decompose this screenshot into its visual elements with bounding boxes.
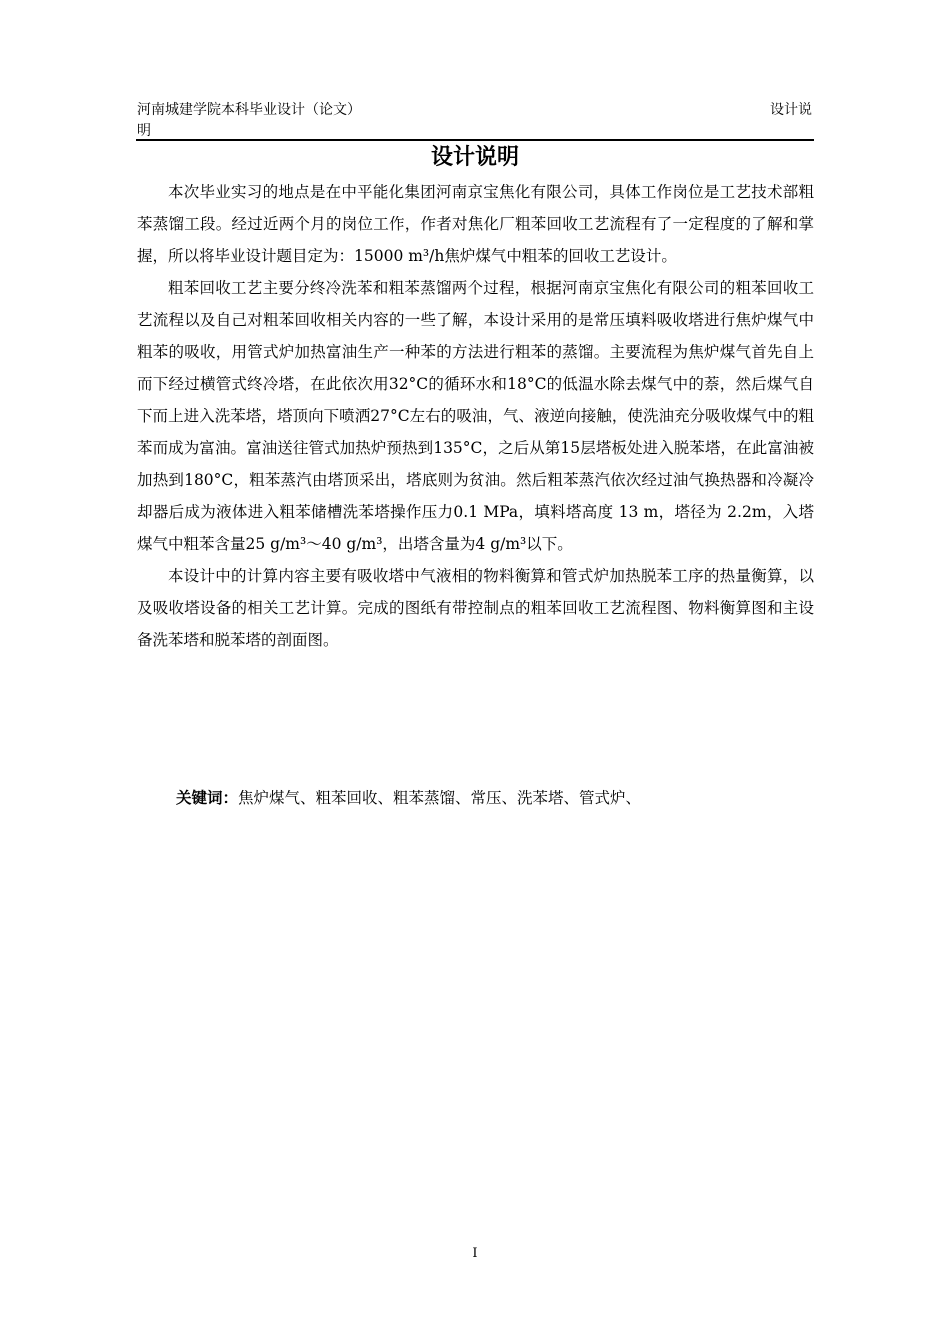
keywords-label: 关键词： <box>176 789 239 807</box>
page-number: I <box>472 1246 478 1261</box>
keywords <box>176 784 641 812</box>
paragraph-1: 本次毕业实习的地点是在中平能化集团河南京宝焦化有限公司，具体工作岗位是工艺技术部粗苯蒸馏工段。经过近两个月的岗位工作，作者对焦化厂粗苯回收工艺流程有了一定程度的了解和掌握，所以将毕业设计题目定为：15000 m³/h焦炉煤气中粗苯的回收工艺设计。 <box>137 183 814 265</box>
header-divider <box>136 139 814 141</box>
page-title: 设计说明 <box>430 145 519 170</box>
header-title-wrap: 明 <box>137 123 151 139</box>
paragraph-3: 本设计中的计算内容主要有吸收塔中气液相的物料衡算和管式炉加热脱苯工序的热量衡算，以及吸收塔设备的相关工艺计算。完成的图纸有带控制点的粗苯回收工艺流程图、物料衡算图和主设备洗苯塔和脱苯塔的剖面图。 <box>137 567 814 649</box>
body-text <box>137 176 814 656</box>
header-section-name: 设计说 <box>770 102 812 118</box>
header-school-title: 河南城建学院本科毕业设计（论文） <box>137 102 361 118</box>
paragraph-2: 粗苯回收工艺主要分终冷洗苯和粗苯蒸馏两个过程，根据河南京宝焦化有限公司的粗苯回收工艺流程以及自己对粗苯回收相关内容的一些了解，本设计采用的是常压填料吸收塔进行焦炉煤气中粗苯的吸收，用管式炉加热富油生产一种苯的方法进行粗苯的蒸馏。主要流程为焦炉煤气首先自上而下经过横管式终冷塔，在此依次用32°C的循环水和18°C的低温水除去煤气中的萘，然后煤气自下而上进入洗苯塔，塔顶向下喷洒27°C左右的吸油，气、液逆向接触，使洗油充分吸收煤气中的粗苯而成为富油。富油送往管式加热炉预热到135°C，之后从第15层塔板处进入脱苯塔，在此富油被加热到180°C，粗苯蒸汽由塔顶采出，塔底则为贫油。然后粗苯蒸汽依次经过油气换热器和冷凝冷却器后成为液体进入粗苯储槽洗苯塔操作压力0.1 MPa，填料塔高度 13 m，塔径为 2.2m，入塔煤气中粗苯含量25 g/m³～40 g/m³，出塔含量为4 g/m³以下。 <box>137 279 814 553</box>
header-left <box>137 100 437 142</box>
keywords-text: 焦炉煤气、粗苯回收、粗苯蒸馏、常压、洗苯塔、管式炉、 <box>238 789 642 807</box>
